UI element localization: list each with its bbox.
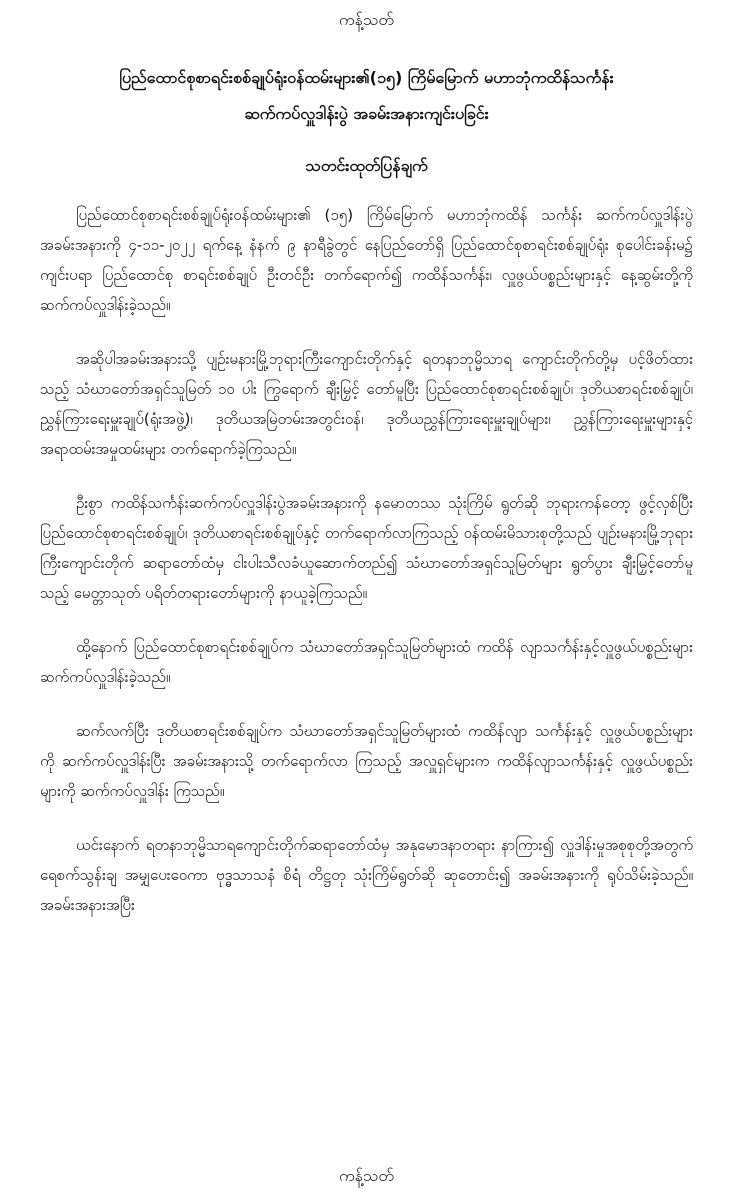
paragraph: ပြည်ထောင်စုစာရင်းစစ်ချုပ်ရုံးဝန်ထမ်းများ၏ (၁၅) ကြိမ်မြောက် မဟာဘုံကထိန် သင်္ကန်း ဆက်ကပ်လှူဒါန်းပွဲ အခမ်းအနားကို ၄-၁၁-၂၀၂၂ ရက်နေ့ နံနက် ၉ နာရီခွဲတွင် နေပြည်တော်ရှိ ပြည်ထောင်စုစာရင်းစစ်ချုပ်ရုံး စုပေါင်းခန်းမ၌ ကျင်းပရာ ပြည်ထောင်စု စာရင်းစစ်ချုပ် ဦးတင်ဦး တက်ရောက်၍ ကထိန်သင်္ကန်း၊ လှူဖွယ်ပစ္စည်းများနှင့် နေ့ဆွမ်းတို့ကို ဆက်ကပ်လှူဒါန်းခဲ့သည်။ xyxy=(40,206,693,314)
paragraph: အဆိုပါအခမ်းအနားသို့ ပျဉ်းမနားမြို့ဘုရားကြီးကျောင်းတိုက်နှင့် ရတနာဘုမ္မိသာရ ကျောင်းတိုက်တို့မှ ပင့်ဖိတ်ထားသည့် သံဃာတော်အရှင်သူမြတ် ၁၀ ပါး ကြွရောက် ချီးမြှင့် တော်မူပြီး ပြည်ထောင်စုစာရင်းစစ်ချုပ်၊ ဒုတိယစာရင်းစစ်ချုပ်၊ ညွှန်ကြားရေးမှူးချုပ်(ရုံးအဖွဲ့)၊ ဒုတိယအမြဲတမ်းအတွင်းဝန်၊ ဒုတိယညွှန်ကြားရေးမှူးချုပ်များ၊ ညွှန်ကြားရေးမှူးများနှင့် အရာထမ်းအမှုထမ်းများ တက်ရောက်ခဲ့ကြသည်။ xyxy=(40,350,693,458)
title-line-2: ဆက်ကပ်လှူဒါန်းပွဲ အခမ်းအနားကျင်းပခြင်း xyxy=(244,104,489,123)
paragraph: ယင်းနောက် ရတနာဘုမ္မိသာရကျောင်းတိုက်ဆရာတော်ထံမှ အနုမောဒနာတရား နာကြား၍ လှူဒါန်းမှုအစုစုတို့အတွက် ရေစက်သွန်းချ အမျှပေးဝေကာ ဗုဒ္ဓသာသနံ စိရံ တိဋ္ဌတု သုံးကြိမ်ရွတ်ဆို ဆုတောင်း၍ အခမ်းအနားကို ရုပ်သိမ်းခဲ့သည်။ အခမ်းအနားအပြီး xyxy=(40,836,693,914)
restricted-footer: ကန့်သတ် xyxy=(339,1166,394,1185)
title-line-1: ပြည်ထောင်စုစာရင်းစစ်ချုပ်ရုံးဝန်ထမ်းများ၏(၁၅) ကြိမ်မြောက် မဟာဘုံကထိန်သင်္ကန်း xyxy=(119,68,614,87)
restricted-header: ကန့်သတ် xyxy=(339,10,394,29)
document-title xyxy=(40,60,693,132)
document-body xyxy=(40,200,693,944)
document-subtitle: သတင်းထုတ်ပြန်ချက် xyxy=(305,156,428,175)
paragraph: ဆက်လက်ပြီး ဒုတိယစာရင်းစစ်ချုပ်က သံဃာတော်အရှင်သူမြတ်များထံ ကထိန်လျာ သင်္ကန်းနှင့် လှူဖွယ်ပစ္စည်းများကို ဆက်ကပ်လှူဒါန်းပြီး အခမ်းအနားသို့ တက်ရောက်လာ ကြသည့် အလှူရှင်များက ကထိန်လျာသင်္ကန်းနှင့် လှူဖွယ်ပစ္စည်းများကို ဆက်ကပ်လှူဒါန်း ကြသည်။ xyxy=(40,722,693,800)
paragraph: ဦးစွာ ကထိန်သင်္ကန်းဆက်ကပ်လှူဒါန်းပွဲအခမ်းအနားကို နမောတဿ သုံးကြိမ် ရွတ်ဆို ဘုရားကန်တော့ ဖွင့်လှစ်ပြီး ပြည်ထောင်စုစာရင်းစစ်ချုပ်၊ ဒုတိယစာရင်းစစ်ချုပ်နှင့် တက်ရောက်လာကြသည့် ဝန်ထမ်းမိသားစုတို့သည် ပျဉ်းမနားမြို့ဘုရားကြီးကျောင်းတိုက် ဆရာတော်ထံမှ ငါးပါးသီလခံယူဆောက်တည်၍ သံဃာတော်အရှင်သူမြတ်များ ရွတ်ပွား ချီးမြှင့်တော်မူသည့် မေတ္တာသုတ် ပရိတ်တရားတော်များကို နာယူခဲ့ကြသည်။ xyxy=(40,494,693,602)
paragraph: ထို့နောက် ပြည်ထောင်စုစာရင်းစစ်ချုပ်က သံဃာတော်အရှင်သူမြတ်များထံ ကထိန် လျာသင်္ကန်းနှင့်လှူဖွယ်ပစ္စည်းများ ဆက်ကပ်လှူဒါန်းခဲ့သည်။ xyxy=(40,638,693,686)
